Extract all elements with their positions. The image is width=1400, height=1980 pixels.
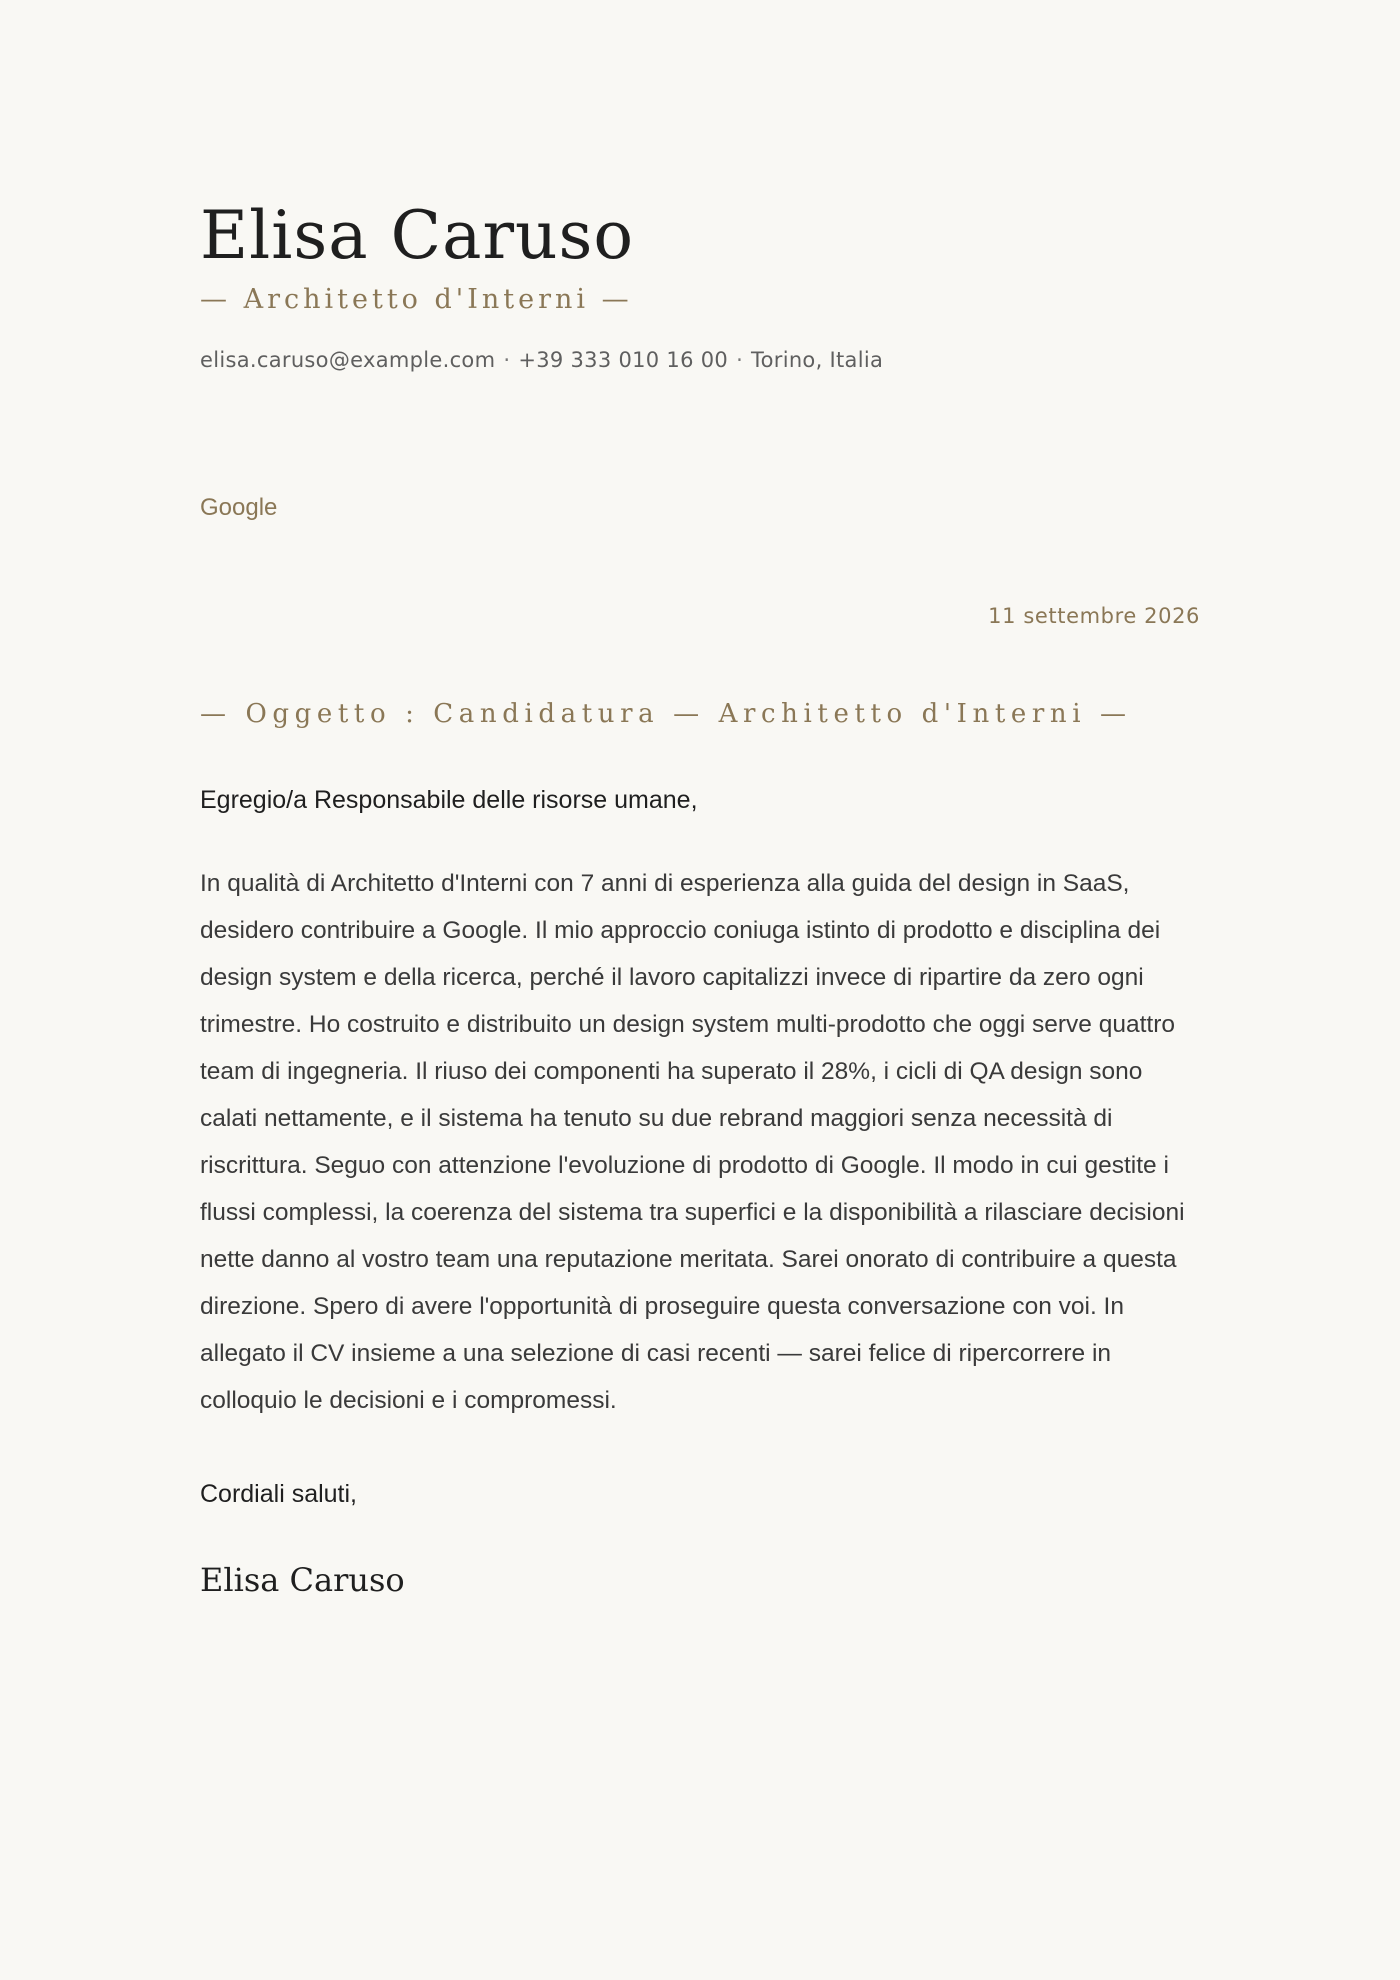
sender-name: Elisa Caruso <box>200 197 635 274</box>
letter-greeting: Egregio/a Responsabile delle risorse umane, <box>200 786 698 814</box>
sender-role: — Architetto d'Interni — <box>200 284 633 315</box>
letter-date: 11 settembre 2026 <box>988 604 1200 628</box>
recipient-company: Google <box>200 494 278 521</box>
letter-signature: Elisa Caruso <box>200 1561 405 1599</box>
letter-body: In qualità di Architetto d'Interni con 7 anni di esperienza alla guida del design in SaaS, desidero contribuire a Google. Il mio approccio coniuga istinto di prodotto e disciplina dei design system e della ricerca, perché il lavoro capitalizzi invece di ripartire da zero ogni trimestre. Ho costruito e distribuito un design system multi-prodotto che oggi serve quattro team di ingegneria. Il riuso dei componenti ha superato il 28%, i cicli di QA design sono calati nettamente, e il sistema ha tenuto su due rebrand maggiori senza necessità di riscrittura. Seguo con attenzione l'evoluzione di prodotto di Google. Il modo in cui gestite i flussi complessi, la coerenza del sistema tra superfici e la disponibilità a rilasciare decisioni nette danno al vostro team una reputazione meritata. Sarei onorato di contribuire a questa direzione. Spero di avere l'opportunità di proseguire questa conversazione con voi. In allegato il CV insieme a una selezione di casi recenti — sarei felice di ripercorrere in colloquio le decisioni e i compromessi. <box>200 870 1185 1414</box>
contact-phone: +39 333 010 16 00 <box>518 348 729 372</box>
contact-separator: · <box>736 348 744 372</box>
contact-separator: · <box>503 348 511 372</box>
contact-email: elisa.caruso@example.com <box>200 348 496 372</box>
contact-location: Torino, Italia <box>751 348 884 372</box>
letter-closing: Cordiali saluti, <box>200 1480 358 1508</box>
letter-subject: — Oggetto : Candidatura — Architetto d'Interni — <box>200 699 1132 729</box>
contact-line <box>200 344 883 376</box>
